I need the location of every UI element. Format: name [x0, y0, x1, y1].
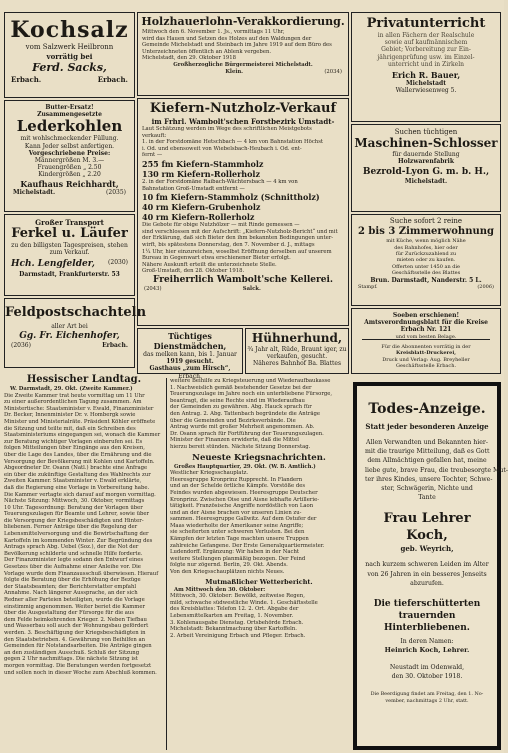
ad-zimmerwohnung-ref: (2006) — [477, 283, 494, 290]
ad-huehnerhund-line-1: ¾ Jahr alt, Rüde, Braunt iger, zu — [247, 346, 347, 353]
article-middle-section-2-sub: Am Mittwoch den 30. Oktober: — [174, 586, 266, 593]
article-line: weitere Stellungen planmäßig bezogen. Der Feind — [170, 555, 306, 562]
ad-privatunterricht-line-1: in allen Fächern der Realschule — [377, 32, 475, 39]
ad-zimmerwohnung-title: 2 bis 3 Zimmerwohnung — [357, 226, 495, 238]
notice-item: 255 fm Kiefern-Stammholz — [142, 158, 264, 169]
death-notice-mourners-title-2: trauernden Hinterbliebenen. — [384, 611, 470, 634]
notice-kiefern-ref: (2043) — [144, 285, 162, 292]
notice-amtsblatt-title: Amtsverordnungsblatt für die Kreise Erbach Nr. 121 — [364, 319, 488, 334]
article-landtag-title: Hessischer Landtag. — [26, 374, 142, 385]
article-middle-section-sub: Großes Hauptquartier, 29. Okt. (W. B. Amtlich.) — [174, 463, 316, 470]
ad-feldpost-place: Erbach. — [102, 342, 128, 350]
article-line: 2. Arbeit Vereinigung Erbach und Pfleger. Erbach. — [170, 632, 306, 639]
ad-kochsalz-place-2: Erbach. — [97, 75, 128, 84]
article-line: morgen vormittag. Die Beratungen werden fortgesetzt — [4, 662, 152, 669]
article-line: Ministertische: Staatsminister v. Ewald, Finanzminister — [4, 405, 154, 412]
article-line: Die Zweite Kammer trat heute vormittag um 11 Uhr — [4, 392, 145, 399]
ad-zimmerwohnung — [351, 214, 501, 306]
article-line: Dr. Osann sprach für Fortführung der Teuerungszulagen. — [170, 430, 324, 437]
ad-kochsalz-place-1: Erbach. — [11, 75, 42, 84]
article-line: Kartoffeln im kommenden Winter. Zur Begründung des — [4, 537, 153, 544]
notice-amtsblatt-line-2: Für die Abonnenten vorrätig in der — [381, 344, 471, 351]
ad-kochsalz — [4, 12, 135, 98]
article-line: Teuerungszulage im Jahre noch ein unterbliebene Fürsorge, — [170, 391, 333, 398]
article-line: Michelstadt: Bekanntmachung über Kartoffeln. — [170, 626, 297, 633]
article-line: den Staatsbetrieben. 4. Gewährung von Beihilfen an — [4, 636, 146, 643]
ad-lederkohlen-top-2: Zusammengesetzte — [37, 111, 102, 119]
death-notice-funeral: Die Beerdigung findet am Freitag, den 1. No- — [370, 691, 484, 698]
ad-huehnerhund-line-2: verkaufen, gesucht. — [266, 353, 328, 361]
death-notice-sub: Statt jeder besonderen Anzeige — [365, 422, 489, 431]
death-notice-born: geb. Weyrich, — [400, 544, 454, 554]
ad-maschinen-schlosser-firm: Bezrold-Lyon G. m. b. H., — [362, 166, 490, 177]
article-line: 10 Uhr. Tagesordnung: Beratung der Vorlagen über — [4, 504, 143, 511]
ad-lederkohlen-ref: (2035) — [106, 188, 126, 196]
death-notice-line: liebe gute, brave Frau, die treubesorgte Mut- — [365, 466, 508, 474]
article-line: der Staatsbeamten; der Berichterstatter empfahl — [4, 583, 137, 590]
article-line: 3. Kohlenausgabe Dienstag. Ortsbehörde Erbach. — [170, 619, 304, 626]
notice-line: Mittwoch den 6. November 1. Js., vormittags 11 Uhr, — [142, 29, 285, 35]
article-line: und Wasserbau soll auch der Wohnungsbau gefördert — [4, 623, 149, 630]
death-notice-mourners-title: Die tieferschütterten — [373, 599, 481, 610]
notice-item: 40 rm Kiefern-Grubenholz — [142, 202, 261, 213]
ad-lederkohlen-line-5: Frauengrößen „ 2.50 — [37, 164, 102, 172]
ad-dienstmaedchen-line-3: Gasthaus „zum Hirsch“, — [149, 365, 231, 373]
article-line: Lebensmittelversorgung und die Bewirtschaftung der — [4, 531, 149, 538]
ad-zimmerwohnung-line-1: mit Küche, wenn möglich Nähe — [386, 238, 466, 245]
article-line: beantragt, die seine Rechte sind im Wiederaufbau — [170, 397, 305, 404]
ad-zimmerwohnung-line-6: Geschäftsstelle des Blattes — [391, 270, 461, 277]
ad-ferkel-line-1: zu den billigsten Tagespreisen, stehen — [11, 242, 128, 250]
notice-line: sind verschlossen mit der Aufschrift: „Kiefern-Nutzholz-Bericht“ und mit — [142, 228, 338, 235]
article-line: die Versorgung der Kriegsbeschädigten und Hinter- — [4, 517, 144, 524]
ad-lederkohlen-line-4: Männergrößen M. 3.— — [34, 157, 105, 165]
notice-item: 10 fm Kiefern-Stammholz (Schnittholz) — [142, 192, 320, 203]
notice-holzhauer-title: Holzhauerlohn-Verakkordierung. — [141, 15, 345, 28]
article-line: Der Finanzminister legte sodann den Entwurf eines — [4, 557, 144, 564]
ad-privatunterricht-line-4: jährigenprüfung usw. im Einzel- — [377, 53, 475, 61]
ad-feldpost-ref: (2036) — [11, 342, 31, 350]
ad-zimmerwohnung-top: Suche sofort 2 reine — [389, 217, 463, 225]
ad-kochsalz-title: Kochsalz — [10, 17, 129, 43]
notice-kiefern-signer: Freiherrlich Wambolt'sche Kellerei. — [152, 274, 334, 285]
notice-holzhauer-signer: Klein. — [225, 68, 244, 75]
notice-holzhauer-body — [138, 29, 348, 62]
ad-maschinen-schlosser-title: Maschinen-Schlosser — [354, 136, 498, 151]
article-line: Kronprinz. Zwischen Oise und Aisne lebhafte Artillerie- — [170, 496, 319, 503]
ad-zimmerwohnung-place: Stampf. — [358, 283, 378, 290]
ad-dienstmaedchen-place: Erbach. — [178, 372, 202, 380]
ad-privatunterricht-name: Erich R. Bauer, — [391, 70, 461, 81]
article-landtag — [4, 374, 164, 750]
article-line: zur Beratung wichtiger Vorlagen einberufen sei. Es — [4, 438, 143, 445]
notice-kiefern-body — [138, 126, 348, 159]
death-notice-line: Tante — [418, 494, 436, 502]
article-middle-body — [170, 470, 348, 576]
article-line: einstimmig angenommen. Weiter beriet die Kammer — [4, 603, 145, 610]
notice-holzhauer-authority: Großherzogliche Bürgermeisterei Michelstadt. — [173, 61, 313, 68]
article-line: mild, schwache südwestliche Winde. 1. Geschäftsstelle — [170, 599, 318, 606]
article-line: Ludendorff. Ergänzung: Wir haben in der Nacht — [170, 549, 300, 556]
death-notice-mourner: Heinrich Koch, Lehrer. — [384, 646, 470, 655]
notice-amtsblatt-line: und vom besten Belage. — [395, 333, 457, 340]
ad-privatunterricht-line-2: sowie auf kaufmännischem — [384, 39, 468, 47]
article-line: Redner aller Parteien beteiligten, wurde die Vorlage — [4, 597, 145, 603]
ad-dienstmaedchen — [137, 328, 243, 380]
ad-zimmerwohnung-line-4: mieten oder zu kaufen. — [396, 257, 456, 264]
article-middle-section: Neueste Kriegsnachrichten. — [192, 452, 326, 463]
article-line: Von den Kriegsschauplätzen nichts Neues. — [170, 569, 285, 576]
notice-item: 2. in der Forstdomäne Raibach-Wächtersbach — 4 km von — [142, 178, 298, 185]
ad-zimmerwohnung-line-3: für Zurückzuzahlend zu — [395, 251, 457, 258]
article-middle-bottom — [170, 593, 348, 639]
ad-maschinen-schlosser-place: Michelstadt. — [404, 177, 448, 185]
notice-line: Michelstadt, den 29. Oktober 1918 — [142, 55, 237, 62]
notice-line: 1¼ Uhr, hier einzureichen, woselbst Eröffnung derselben auf unserem — [142, 248, 332, 255]
ad-lederkohlen-top-1: Butter-Ersatz! — [45, 104, 94, 111]
article-line: Dr. Becker, Innenminister Dr. v. Hombergk sowie — [4, 412, 136, 419]
article-landtag-sub: W. Darmstadt, 29. Okt. (Zweite Kammer.) — [10, 386, 133, 392]
ad-ferkel-title: Ferkel u. Läufer — [11, 226, 128, 242]
article-line: Lebensmittelkarten am Freitag, 1. November. — [170, 613, 294, 619]
notice-kiefern-subtitle: im Frhrl. Wambolt'schen Forstbezirk Umstadt- — [151, 117, 335, 126]
article-line: Versorgung der Bevölkerung mit Kohlen und Kartoffeln. — [4, 458, 155, 465]
article-line: Antrags sprach Abg. Uebel (Soz.), der die Not der — [4, 544, 139, 551]
ad-zimmerwohnung-line-5: Offerten unter 1450 an die — [391, 263, 461, 270]
notice-kiefern-body-2 — [138, 222, 348, 275]
ad-privatunterricht-title: Privatunterricht — [366, 16, 486, 31]
ad-dienstmaedchen-line-2: 1919 gesucht. — [166, 358, 214, 366]
notice-item: Bahnstation Groß-Umstadt entfernt — — [142, 185, 245, 192]
ad-privatunterricht-line-3: Gebiet; Vorbereitung zur Ein- — [381, 46, 471, 54]
ad-lederkohlen-line-1: mit wohlschmeckender Füllung. — [20, 135, 119, 143]
ad-feldpost-dealer: Gg. Fr. Eichenhofer, — [19, 331, 120, 342]
article-landtag-body — [4, 393, 164, 677]
ad-lederkohlen-line-3: Vorgeschriebene Preise: — [28, 149, 111, 157]
notice-kiefern-title: Kiefern-Nutzholz-Verkauf — [149, 101, 337, 116]
ad-huehnerhund-title: Hühnerhund, — [251, 331, 343, 345]
notice-kiefern-signer-2: Salck. — [242, 285, 261, 292]
article-line: Antrag wurde mit großer Mehrheit angenommen. Ab. — [170, 424, 315, 431]
article-line: die Sitzung und teilte mit, daß ein Schreiben des — [4, 425, 136, 432]
notice-line: i. Od. und ebensoweit von Wiebelsbach-Heubach i. Od. ent- — [142, 145, 302, 152]
article-line: Die Kammer vertagte sich darauf auf morgen vormittag. — [4, 491, 156, 498]
notice-amtsblatt-line-5: Geschäftsstelle Erbach. — [395, 363, 457, 370]
ad-feldpost-line: aller Art bei — [51, 323, 88, 330]
death-notice-line: ter ihres Kindes, unsere Tochter, Schwe- — [365, 475, 493, 483]
article-line: Mittwoch, 30. Oktober: Bewölkt, zeitweise Regen, — [170, 593, 305, 600]
notice-item: 40 rm Kiefern-Rollerholz — [142, 212, 255, 223]
article-line: daß die Regierung eine Vorlage in Vorbereitung habe. — [4, 484, 150, 491]
notice-line: 1. in der Forstdomäne Hetschbach — 4 km von Bahnstation Höchst — [142, 139, 324, 146]
death-notice-place: Neustadt im Odenwald, — [389, 664, 465, 672]
ad-privatunterricht-line-5: unterricht und in Zirkeln — [388, 60, 464, 68]
ad-dienstmaedchen-title: Tüchtiges Dienstmädchen, — [153, 331, 227, 351]
death-notice-mourners-intro: In deren Namen: — [400, 638, 454, 646]
notice-amtsblatt-top: Soeben erschienen! — [392, 312, 460, 319]
notice-line: Die Gebote für obige Nutzhölzer — mit Rinde gemessen — — [142, 222, 300, 229]
ad-lederkohlen — [4, 100, 135, 212]
ad-lederkohlen-line-6: Kindergrößen „ 2.20 — [38, 171, 101, 179]
article-line: folgen Mitteilungen über Eingänge aus den Kreisen, — [4, 445, 145, 452]
notice-line: Gemeinde Michelstadt und Steinbach im Jahre 1919 auf dem Büro des — [142, 42, 332, 49]
article-line: Abgeordneter Dr. Osann (Natl.) brachte eine Anfrage — [4, 465, 148, 472]
article-line: Kämpfen der letzten Tage machten unsere Truppen — [170, 536, 309, 543]
article-line: zahlreiche Gefangene. Der Erste Generalquartiermeister. — [170, 542, 325, 549]
article-line: Teuerungszulagen für Beamte und Lehrer, sowie über — [4, 511, 150, 518]
notice-line: fernt — — [142, 152, 163, 159]
article-line: an den zuständigen Ausschuß. Schluß der Sitzung — [4, 649, 140, 656]
ad-feldpost-title: Feldpostschachteln — [5, 305, 147, 320]
ad-huehnerhund-line-3: Näheres Bahnhof Ba. Blattes — [252, 360, 342, 368]
article-line: des Kreisblattes: Telefon 12. 2. Ort. Abgabe der — [170, 606, 299, 613]
article-middle-top — [170, 378, 348, 451]
ad-zimmerwohnung-line-2: des Bahnhofes, hier oder — [394, 244, 458, 251]
article-line: zu einer außerordentlichen Tagung zusammen. Am — [4, 399, 142, 406]
article-line: dem Felde heimkehrenden Krieger. 2. Neben Tiefbau — [4, 616, 147, 623]
notice-amtsblatt — [351, 308, 501, 374]
article-line: Westlicher Kriegsschauplatz. — [170, 470, 249, 477]
death-notice-funeral-2: vember, nachmittags 2 Uhr, statt. — [385, 698, 469, 705]
death-notice-body-2 — [365, 560, 489, 588]
ad-privatunterricht — [351, 12, 501, 122]
notice-line: wird das Hauen und Setzen des Holzes auf den Waldungen der — [142, 35, 312, 42]
death-notice-line: nach kurzem schweren Leiden im Alter — [365, 561, 489, 569]
article-line: werden. 3. Beschäftigung der Kriegsbeschädigten in — [4, 629, 146, 636]
article-line: über die Ausgestaltung der Fürsorge für die aus — [4, 610, 135, 617]
article-line: Staatsministeriums eingegangen sei, wonach die Kammer — [4, 432, 161, 439]
death-notice-line: mit die traurige Mitteilung, daß es Gott — [365, 448, 490, 456]
ad-privatunterricht-place: Michelstadt — [405, 80, 447, 88]
article-line: Feindes wurden abgewiesen. Heeresgruppe Deutscher — [170, 489, 318, 496]
article-middle-section-2: Mutmaßlicher Wetterbericht. — [205, 577, 313, 586]
notice-line: Nähere Auskunft erteilt die unterzeichnete Stelle. — [142, 261, 277, 268]
article-line: den Antrag. 2. Abg. Tattenbach begründete die Anträge — [170, 410, 321, 417]
death-notice — [353, 382, 508, 750]
ad-ferkel-dealer: Hch. Lengfelder, — [11, 258, 95, 269]
notice-line: der Erklärung, daß sich Bieter den ihm bekannten Bedingungen unter- — [142, 235, 334, 242]
article-line: Gemeinden für Notstandsarbeiten. Die Anträge gingen — [4, 643, 152, 650]
ad-lederkohlen-place: Michelstadt. — [13, 188, 56, 196]
ad-maschinen-schlosser — [351, 124, 501, 212]
article-line: Heeresgruppe Kronprinz Rupprecht. In Flandern — [170, 476, 303, 483]
notice-holzhauer-ref: (2034) — [324, 68, 342, 75]
death-notice-line: dem Allmächtigen gefallen hat, meine — [367, 457, 487, 465]
article-line: gegen 2 Uhr nachmittags. Die nächste Sitzung ist — [4, 656, 138, 663]
death-notice-title: Todes-Anzeige. — [368, 401, 486, 417]
article-line: ein über die zukünftige Gestaltung des Wahlrechts zur — [4, 471, 151, 478]
ad-zimmerwohnung-name: Brun. Darmstadt, Nanderstr. 5 L. — [370, 276, 482, 284]
article-line: Nächste Sitzung: Mittwoch, 30. Oktober, vormittags — [4, 498, 145, 505]
death-notice-line: Allen Verwandten und Bekannten hier- — [366, 439, 488, 446]
article-line: sammen. Heeresgruppe Gallwitz. Auf dem Ostufer der — [170, 516, 317, 523]
death-notice-line: ster, Schwägerin, Nichte und — [381, 485, 473, 493]
article-middle — [170, 378, 348, 750]
article-line: über die Lage des Landes, über die Ernährung und die — [4, 451, 152, 458]
ad-ferkel-line-2: zum Verkauf. — [49, 249, 90, 257]
ad-lederkohlen-line-2: Kann Jeder selbst anfertigen. — [24, 142, 115, 150]
notice-amtsblatt-line-3: Kreisblatt-Druckerei, — [396, 350, 456, 357]
article-line: tätigkeit. Französische Angriffe nordöstlich von Laon — [170, 503, 314, 510]
article-line: über die Gemeinden und Bezirksverbände. Die — [170, 417, 296, 424]
article-line: weitere Beihilfe zu Kriegsteuerung und Wiederaufbaukasse — [170, 378, 331, 384]
death-notice-date: den 30. Oktober 1918. — [391, 673, 463, 681]
article-line: folgte nur zögernd. Berlin, 29. Okt. Abends. — [170, 562, 288, 569]
article-line: und an der Schelde örtliche Kämpfe. Vorstöße des — [170, 483, 306, 490]
ad-huehnerhund — [245, 328, 349, 374]
ad-ferkel-top: Großer Transport — [35, 218, 104, 227]
article-line: 1. Nachweislich gemäß bestehender Gesetze bei der — [170, 384, 312, 391]
article-line: Minister und Ministerialräte. Präsident Köhler eröffnete — [4, 418, 156, 425]
ad-maschinen-schlosser-line-2: Holzwarenfabrik — [397, 158, 454, 166]
ad-lederkohlen-firm: Kaufhaus Reichhardt, — [20, 178, 119, 189]
ad-maschinen-schlosser-line-1: für dauernde Stellung — [392, 151, 460, 159]
ad-kochsalz-dealer: Ferd. Sacks, — [32, 61, 107, 74]
ad-privatunterricht-street: Wallerwiesenweg 5. — [395, 87, 457, 95]
column-rule — [166, 378, 167, 750]
article-line: Maas wiederholte der Amerikaner seine Angriffe; — [170, 522, 304, 529]
death-notice-name: Frau Lehrer Koch, — [383, 511, 471, 544]
notice-line: Laut Schätzung werden im Wege des schriftlichen Meistgebots — [142, 126, 312, 132]
article-line: Minister der Finanzen erwiderte, daß die Mittel — [170, 437, 299, 444]
notice-line: Unterzeichneten öffentlich an Ablenk vergeben. — [142, 48, 272, 55]
notice-amtsblatt-line-4: Druck und Verlag: Aug. Breyheller — [382, 356, 470, 363]
ad-ferkel-ref: (2030) — [108, 258, 128, 266]
ad-maschinen-schlosser-top: Suchen tüchtigen — [394, 128, 458, 136]
ad-kochsalz-line-1: vom Salzwerk Heilbronn — [25, 43, 114, 51]
article-line: Annahme. Nach längerer Aussprache, an der sich — [4, 590, 138, 597]
article-line: und sollen noch in dieser Woche zum Abschluß kommen. — [4, 669, 157, 676]
death-notice-line: abzurufen. — [410, 579, 444, 587]
notice-holzhauer — [137, 12, 349, 96]
article-line: Vorlage wurde dem Finanzausschuß überwiesen. Hierauf — [4, 570, 159, 577]
article-line: bliebenen. Ferner Anträge über die Regelung der — [4, 524, 138, 531]
notice-kiefern-items — [138, 159, 348, 222]
article-line: und an der Aisne brachen vor unseren Linien zu- — [170, 509, 302, 516]
ad-dienstmaedchen-line-1: das melken kann, bis 1. Januar — [143, 351, 237, 358]
notice-line: Groß-Umstadt, den 28. Oktober 1918. — [142, 268, 245, 275]
ad-lederkohlen-title: Lederkohlen — [16, 117, 123, 136]
ad-ferkel — [4, 214, 135, 296]
article-line: Gesetzes über die Aufnahme einer Anleihe vor. Die — [4, 564, 141, 571]
article-line: Bevölkerung schilderte und schnelle Hilfe forderte. — [4, 550, 143, 557]
article-line: Zweiten Kammer. Staatsminister v. Ewald erklärte, — [4, 478, 142, 485]
notice-item: 130 rm Kiefern-Rollerholz — [142, 168, 261, 179]
notice-line: verkauft: — [142, 132, 167, 139]
death-notice-line: von 26 Jahren in ein besseres Jenseits — [367, 570, 487, 578]
ad-kochsalz-line-2: vorrätig bei — [46, 52, 93, 61]
article-line: folgte die Beratung über die Erhöhung der Bezüge — [4, 577, 141, 584]
article-line: sie scheiterten unter schweren Verlusten. Bei den — [170, 529, 305, 536]
ad-feldpost — [4, 298, 147, 368]
notice-kiefern — [137, 98, 349, 326]
death-notice-body — [365, 438, 508, 502]
ad-ferkel-place: Darmstadt, Frankfurterstr. 53 — [19, 270, 120, 278]
article-line: der Gemeinden zu gewähren. Abg. Hauck sprach für — [170, 404, 312, 411]
notice-line: Bureau in Gegenwart etwa erschienener Bieter erfolgt. — [142, 255, 291, 262]
notice-line: wirft, bis spätestens Donnerstag, den 7. November d. J., mittags — [142, 241, 315, 248]
article-line: hierzu bereit stünden. Nächste Sitzung Donnerstag. — [170, 443, 311, 450]
